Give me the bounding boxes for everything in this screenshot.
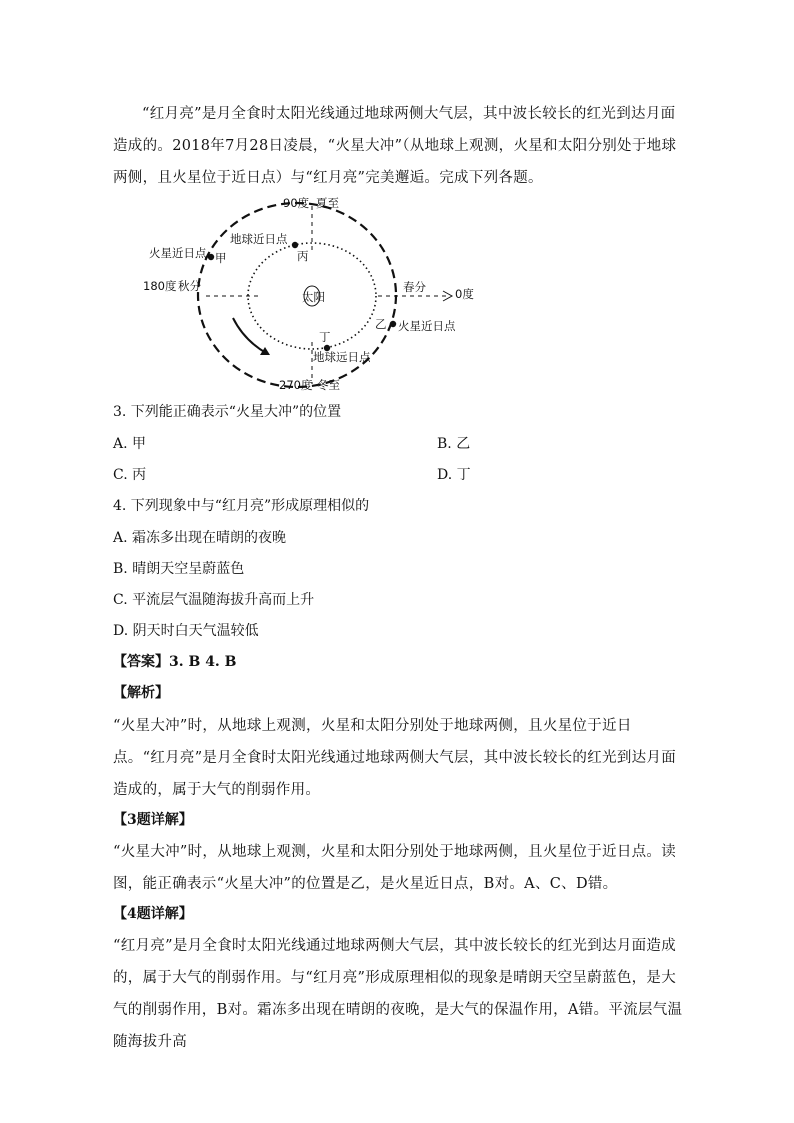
label-bing: 丙	[297, 249, 309, 263]
label-sun: 太阳	[302, 290, 325, 304]
q3-option-c: C. 丙	[113, 467, 147, 483]
label-autumn: 秋分	[178, 279, 201, 293]
q4-option-b: B. 晴朗天空呈蔚蓝色	[113, 561, 245, 577]
label-winter: 冬至	[317, 378, 340, 392]
label-270: 270度	[279, 378, 313, 392]
q4-detail-heading: 【4题详解】	[113, 906, 193, 922]
analysis-heading: 【解析】	[113, 685, 169, 701]
label-jia: 甲	[215, 251, 227, 265]
answer-line: 【答案】3. B 4. B	[113, 654, 237, 670]
point-jia	[208, 254, 214, 260]
label-mars-perihelion-right: 火星近日点	[398, 319, 456, 333]
q3-option-a: A. 甲	[113, 436, 147, 452]
label-earth-perihelion: 地球近日点	[230, 232, 288, 246]
q3-detail-heading: 【3题详解】	[113, 812, 193, 828]
label-mars-perihelion-left: 火星近日点	[149, 246, 207, 260]
q3-option-d: D. 丁	[437, 467, 471, 483]
q4-option-d: D. 阴天时白天气温较低	[113, 623, 259, 639]
q3-detail-paragraph: “火星大冲”时，从地球上观测，火星和太阳分别处于地球两侧，且火星位于近日点。读图，能正确表示“火星大冲”的位置是乙，是火星近日点，B对。A、C、D错。	[113, 844, 677, 892]
q4-stem: 4. 下列现象中与“红月亮”形成原理相似的	[113, 498, 370, 514]
q4-option-c: C. 平流层气温随海拔升高而上升	[113, 592, 315, 608]
mars-opposition-diagram	[0, 190, 794, 410]
q3-option-b: B. 乙	[437, 436, 471, 452]
direction-arrow	[233, 318, 266, 353]
label-90: 90度	[283, 196, 310, 210]
label-180: 180度	[143, 279, 177, 293]
label-ding: 丁	[319, 330, 331, 344]
label-earth-aphelion: 地球远日点	[313, 350, 371, 364]
intro-paragraph: “红月亮”是月全食时太阳光线通过地球两侧大气层，其中波长较长的红光到达月面造成的。2018年7月28日凌晨，“火星大冲”（从地球上观测，火星和太阳分别处于地球两侧，且火星位于近日点）与“红月亮”完美邂逅。完成下列各题。	[113, 106, 677, 186]
point-yi	[390, 321, 396, 327]
point-bing	[292, 242, 298, 248]
label-0: 0度	[455, 287, 474, 301]
label-spring: 春分	[403, 280, 426, 294]
label-yi: 乙	[375, 317, 387, 331]
analysis-paragraph: “火星大冲”时，从地球上观测，火星和太阳分别处于地球两侧，且火星位于近日点。“红月亮”是月全食时太阳光线通过地球两侧大气层，其中波长较长的红光到达月面造成的，属于大气的削弱作用。	[113, 718, 677, 798]
q3-stem: 3. 下列能正确表示“火星大冲”的位置	[113, 404, 342, 420]
q4-option-a: A. 霜冻多出现在晴朗的夜晚	[113, 530, 287, 546]
label-summer: 夏至	[316, 196, 339, 210]
q4-detail-paragraph: “红月亮”是月全食时太阳光线通过地球两侧大气层，其中波长较长的红光到达月面造成的，属于大气的削弱作用。与“红月亮”形成原理相似的现象是晴朗天空呈蔚蓝色，是大气的削弱作用，B对。霜冻多出现在晴朗的夜晚，是大气的保温作用，A错。平流层气温随海拔升高	[113, 938, 683, 1050]
